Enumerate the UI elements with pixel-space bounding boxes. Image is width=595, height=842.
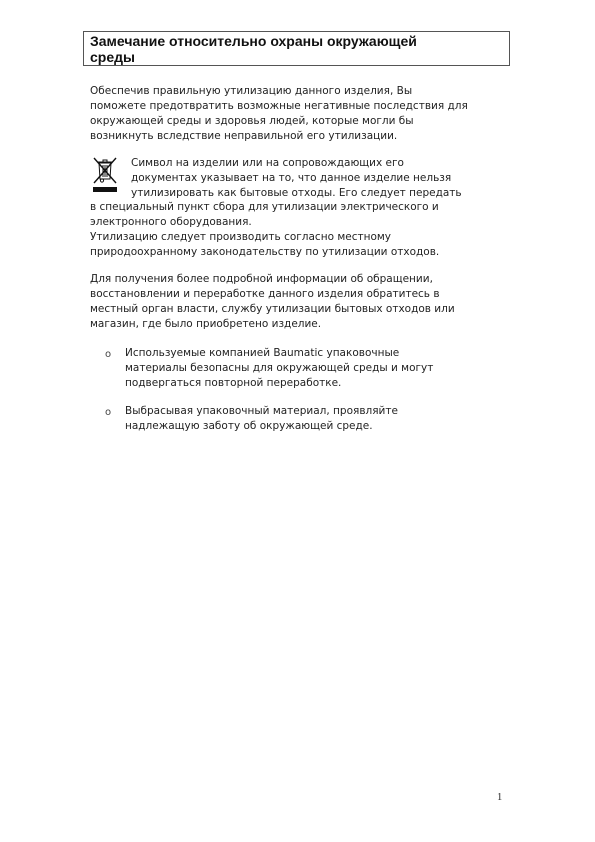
title-line-1: Замечание относительно охраны окружающей <box>90 33 417 49</box>
page-title <box>90 33 503 65</box>
paragraph-line: магазин, где было приобретено изделие. <box>90 318 322 330</box>
paragraph-line: поможете предотвратить возможные негативные последствия для <box>90 100 468 112</box>
paragraph-line: окружающей среды и здоровья людей, которые могли бы <box>90 115 414 127</box>
paragraph-line: электронного оборудования. <box>90 216 252 228</box>
paragraph-line: Обеспечив правильную утилизацию данного изделия, Вы <box>90 85 413 97</box>
crossed-out-wheelie-bin-icon <box>91 155 119 193</box>
paragraph-line: Для получения более подробной информации об обращении, <box>90 273 433 285</box>
title-line-2: среды <box>90 49 135 65</box>
bullet-text <box>125 346 505 391</box>
bullet-marker: o <box>105 407 112 418</box>
bullet-line: надлежащую заботу об окружающей среде. <box>125 420 373 432</box>
paragraph-line: документах указывает на то, что данное изделие нельзя <box>131 172 452 184</box>
bullet-line: Выбрасывая упаковочный материал, проявляйте <box>125 405 398 417</box>
bullet-line: материалы безопасны для окружающей среды и могут <box>125 362 434 374</box>
paragraph-line: в специальный пункт сбора для утилизации электрического и <box>90 201 439 213</box>
paragraph-more-information <box>90 272 510 332</box>
bullet-line: подвергаться повторной переработке. <box>125 377 342 389</box>
paragraph-line: местный орган власти, службу утилизации бытовых отходов или <box>90 303 455 315</box>
paragraph-line: природоохранному законодательству по утилизации отходов. <box>90 246 440 258</box>
bullet-marker: o <box>105 349 112 360</box>
paragraph-line: Утилизацию следует производить согласно местному <box>90 231 392 243</box>
paragraph-line: утилизировать как бытовые отходы. Его следует передать <box>131 187 462 199</box>
paragraph-line: Символ на изделии или на сопровождающих его <box>131 157 404 169</box>
page-number: 1 <box>497 792 503 803</box>
paragraph-line: восстановлении и переработке данного изделия обратитесь в <box>90 288 440 300</box>
section-title-box <box>83 31 510 66</box>
paragraph-line: возникнуть вследствие неправильной его утилизации. <box>90 130 398 142</box>
paragraph-disposal-benefit <box>90 84 510 144</box>
bullet-text <box>125 404 505 434</box>
bullet-line: Используемые компанией Baumatic упаковочные <box>125 347 400 359</box>
paragraph-symbol-explanation <box>131 156 511 201</box>
paragraph-collection-point <box>90 200 510 260</box>
